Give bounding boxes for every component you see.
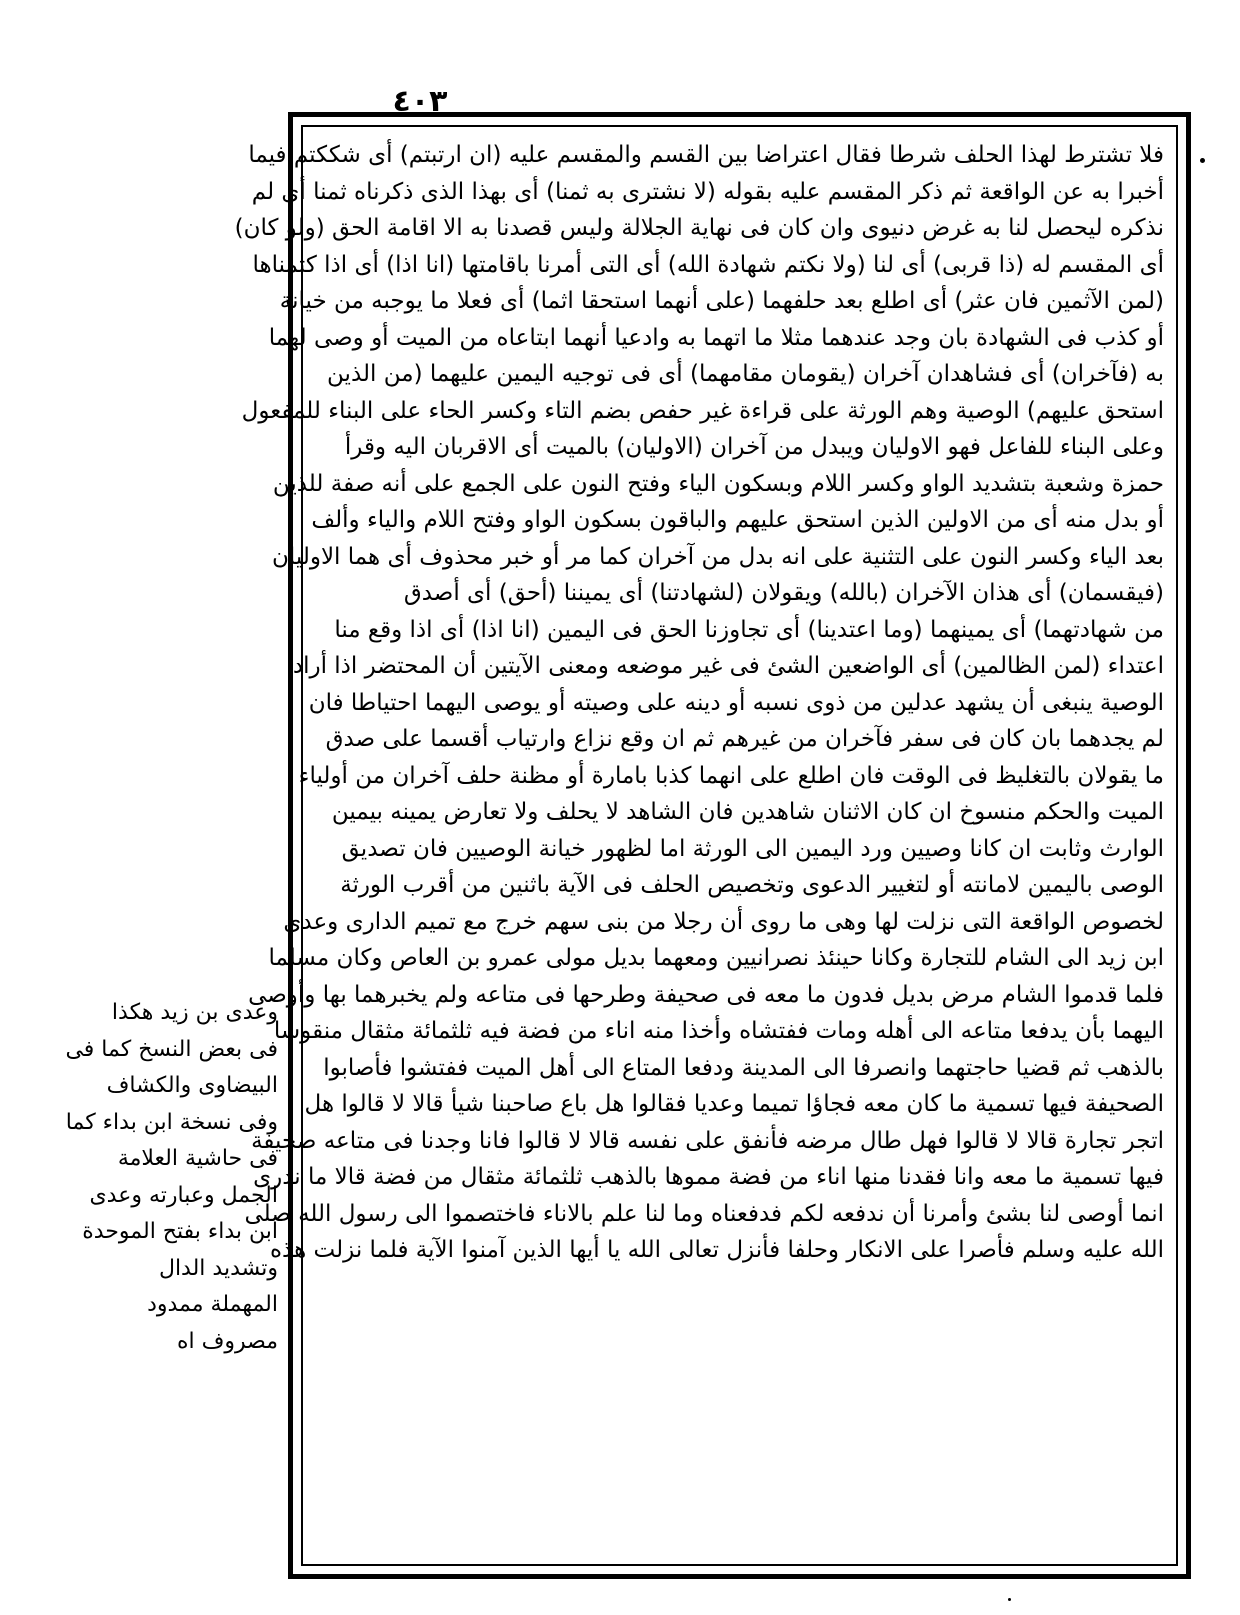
main-text-line: لخصوص الواقعة التى نزلت لها وهى ما روى أن رجلا من بنى سهم خرج مع تميم الدارى وعدى	[283, 908, 1164, 935]
margin-note-line: وفى نسخة ابن بداء كما	[65, 1109, 278, 1135]
page-number: ٤٠٣	[392, 84, 448, 119]
margin-note-line: مصروف اه	[176, 1328, 278, 1354]
main-text-line: الوصية ينبغى أن يشهد عدلين من ذوى نسبه أو دينه على وصيته أو يوصى اليهما احتياطا فان	[308, 689, 1164, 716]
main-text-line: وعلى البناء للفاعل فهو الاوليان ويبدل من آخران (الاوليان) بالميت أى الاقربان اليه وقرأ	[344, 434, 1164, 460]
main-text-line: أخبرا به عن الواقعة ثم ذكر المقسم عليه بقوله (لا نشترى به ثمنا) أى بهذا الذى ذكرناه ثمنا أى لم	[251, 178, 1164, 205]
margin-note-line: فى بعض النسخ كما فى	[65, 1036, 278, 1062]
main-text-line: من شهادتهما) أى يمينهما (وما اعتدينا) أى تجاوزنا الحق فى اليمين (انا اذا) أى اذا وقع منا	[334, 616, 1164, 643]
main-text-block	[234, 137, 1164, 1554]
main-text-line: اتجر تجارة قالا لا قالوا فهل طال مرضه فأنفق على نفسه قالا لا قالوا فانا وجدنا فى متاعه صحيفة	[251, 1127, 1164, 1154]
main-text-line: اليهما بأن يدفعا متاعه الى أهله ومات ففتشاه وأخذا منه اناء من فضة فيه ثلثمائة مثقال منقوشا	[273, 1018, 1164, 1044]
margin-note-line: وعدى بن زيد هكذا	[111, 1000, 278, 1025]
main-text-line: حمزة وشعبة بتشديد الواو وكسر اللام وبسكون الياء وفتح النون على الجمع على أنه صفة للذين	[272, 470, 1164, 497]
main-text-line: ابن زيد الى الشام للتجارة وكانا حينئذ نصرانيين ومعهما بديل مولى عمرو بن العاص وكان مسلما	[268, 945, 1164, 971]
main-text-line: بعد الياء وكسر النون على التثنية على انه بدل من آخران كما مر أو خبر محذوف أى هما الاوليان	[271, 543, 1164, 570]
ink-speck	[1200, 158, 1205, 163]
main-text-line: (لمن الآثمين فان عثر) أى اطلع بعد حلفهما (على أنهما استحقا اثما) أى فعلا ما يوجبه من خيانة	[279, 288, 1164, 314]
main-text-line: (فيقسمان) أى هذان الآخران (بالله) ويقولان (لشهادتنا) أى يميننا (أحق) أى أصدق	[403, 580, 1164, 606]
main-text-line: استحق عليهم) الوصية وهم الورثة على قراءة غير حفص بضم التاء وكسر الحاء على البناء للمفعول	[241, 397, 1164, 424]
main-text-line: فيها تسمية ما معه وانا فقدنا منها اناء من فضة مموها بالذهب ثلثمائة مثقال من فضة قالا ما ندرى	[253, 1164, 1164, 1190]
main-text-line: أى المقسم له (ذا قربى) أى لنا (ولا نكتم شهادة الله) أى التى أمرنا باقامتها (انا اذا) أى اذا كتمناها	[252, 251, 1164, 278]
main-text-line: به (فآخران) أى فشاهدان آخران (يقومان مقامهما) أى فى توجيه اليمين عليهما (من الذين	[327, 361, 1164, 387]
main-text-line: الوصى باليمين لامانته أو لتغيير الدعوى وتخصيص الحلف فى الآية باثنين من أقرب الورثة	[340, 872, 1164, 898]
main-text-line: الوارث وثابت ان كانا وصيين ورد اليمين الى الورثة اما لظهور خيانة الوصيين فان تصديق	[341, 835, 1164, 862]
margin-note-line: الجمل وعبارته وعدى	[89, 1182, 278, 1208]
main-text-line: أو كذب فى الشهادة بان وجد عندهما مثلا ما اتهما به وادعيا أنهما ابتاعاه من الميت أو وصى لهما	[268, 324, 1164, 351]
main-text-line: أو بدل منه أى من الاولين الذين استحق عليهم والباقون بسكون الواو وفتح اللام والياء وألف	[311, 507, 1164, 533]
main-text-line: نذكره ليحصل لنا به غرض دنيوى وان كان فى نهاية الجلالة وليس قصدنا به الا اقامة الحق (ولو كان)	[234, 215, 1164, 241]
main-text-line: الصحيفة فيها تسمية ما كان معه فجاؤا تميما وعديا فقالوا هل باع صاحبنا شيأ قالا لا قالوا هل	[304, 1091, 1164, 1117]
main-text-line: الميت والحكم منسوخ ان كان الاثنان شاهدين فان الشاهد لا يحلف ولا تعارض يمينه بيمين	[331, 799, 1164, 825]
margin-note-line: وتشديد الدال	[158, 1255, 278, 1281]
main-text-line: انما أوصى لنا بشئ وأمرنا أن ندفعه لكم فدفعناه وما لنا علم بالاناء فاختصموا الى رسول الله صلى	[244, 1200, 1164, 1227]
main-text-line: لم يجدهما بان كان فى سفر فآخران من غيرهم ثم ان وقع نزاع وارتياب أقسما على صدق	[325, 726, 1164, 752]
text-frame	[234, 112, 1191, 1579]
margin-note-line: ابن بداء بفتح الموحدة	[82, 1219, 278, 1244]
margin-note	[65, 995, 278, 1360]
main-text-line: اعتداء (لمن الظالمين) أى الواضعين الشئ فى غير موضعه ومعنى الآيتين أن المحتضر اذا أراد	[292, 653, 1164, 679]
margin-note-line: المهملة ممدود	[147, 1292, 278, 1317]
main-text-line: الله عليه وسلم فأصرا على الانكار وحلفا فأنزل تعالى الله يا أيها الذين آمنوا الآية فلما نزلت هذه	[269, 1237, 1164, 1263]
ink-speck	[1008, 1598, 1011, 1601]
margin-note-line: فى حاشية العلامة	[117, 1146, 278, 1171]
main-text-line: فلما قدموا الشام مرض بديل فدون ما معه فى صحيفة وطرحها فى متاعه ولم يخبرهما بها وأوصى	[248, 981, 1164, 1008]
main-text-line: بالذهب ثم قضيا حاجتهما وانصرفا الى المدينة ودفعا المتاع الى أهل الميت ففتشوا فأصابوا	[323, 1054, 1164, 1081]
main-text-line: ما يقولان بالتغليظ فى الوقت فان اطلع على انهما كذبا بامارة أو مظنة حلف آخران من أولياء	[298, 762, 1164, 789]
text-frame-inner-border	[234, 125, 1178, 1566]
margin-note-line: البيضاوى والكشاف	[106, 1073, 278, 1098]
main-text-line: فلا تشترط لهذا الحلف شرطا فقال اعتراضا بين القسم والمقسم عليه (ان ارتبتم) أى شككتم فيما	[248, 142, 1164, 168]
